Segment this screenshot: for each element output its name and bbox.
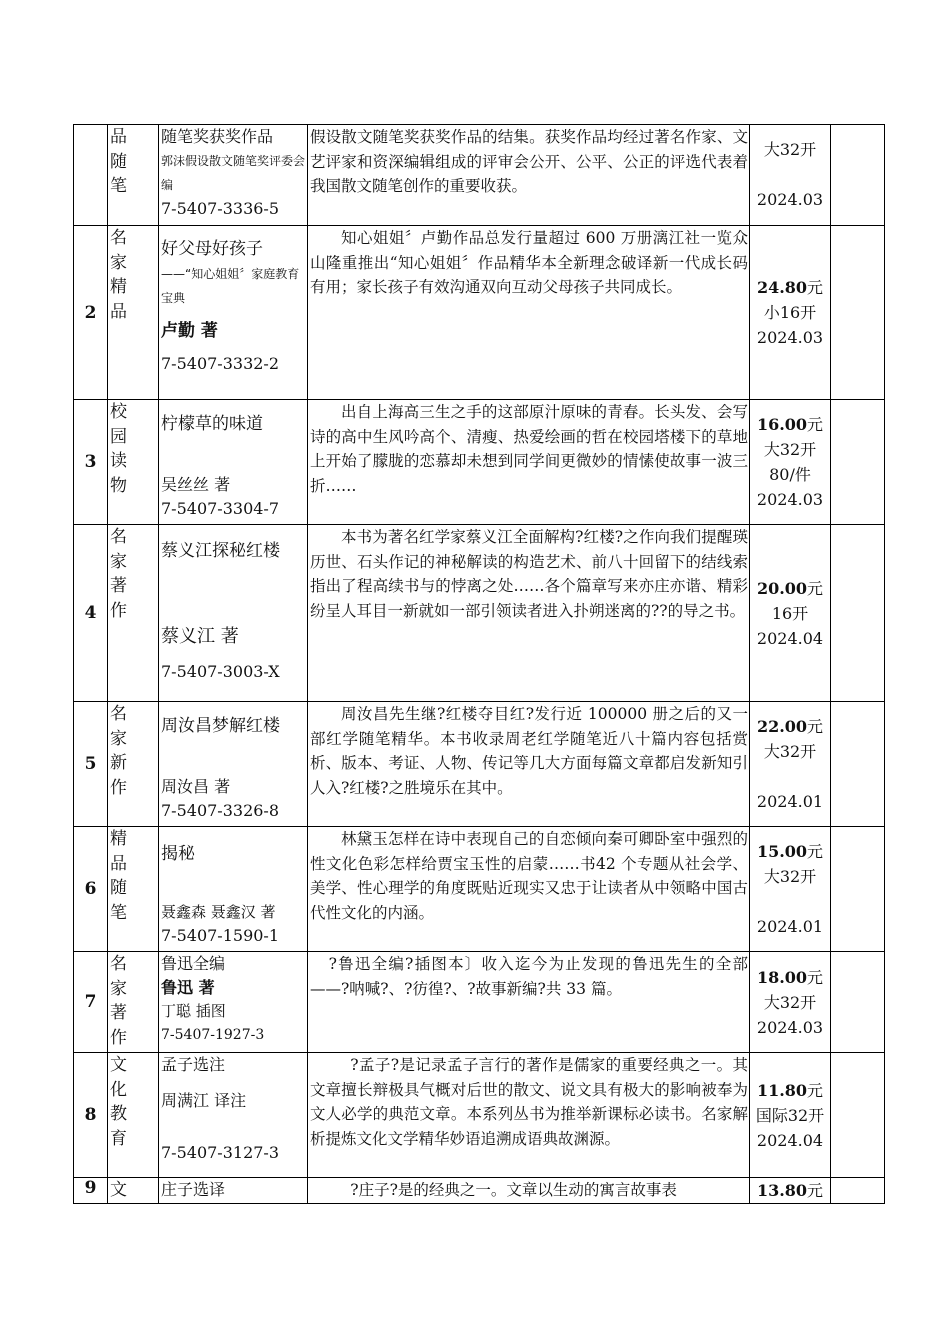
book-isbn: 7-5407-1927-3	[161, 1027, 265, 1043]
category-cell: 名 家 著 作	[108, 952, 159, 1053]
book-description: ?庄子?是的经典之一。文章以生动的寓言故事表	[308, 1178, 750, 1204]
book-isbn: 7-5407-3332-2	[161, 354, 280, 373]
remarks-cell	[831, 1053, 885, 1178]
remarks-cell	[831, 702, 885, 827]
book-author: 吴丝丝 著	[161, 475, 231, 494]
publish-date: 2024.01	[756, 792, 824, 811]
book-description: 本书为著名红学家蔡义江全面解构?红楼?之作向我们提醒瑛历世、石头作记的神秘解读的构造艺术、前八十回留下的结线索指出了程高续书与的悖离之处……各个篇章写来亦庄亦谐、精彩纷呈人耳目一新就如一部引领读者进入扑朔迷离的??的导之书。	[308, 525, 750, 702]
remarks-cell	[831, 1178, 885, 1204]
price-cell	[750, 525, 831, 702]
row-number: 7	[74, 952, 108, 1053]
table-row	[74, 702, 885, 827]
book-price: 11.80元	[756, 1080, 824, 1100]
book-format: 大32开	[763, 992, 817, 1012]
publish-date: 2024.01	[756, 917, 824, 936]
book-catalog-table	[73, 124, 885, 1204]
book-info-cell	[159, 1053, 308, 1178]
book-info-cell	[159, 400, 308, 525]
price-cell	[750, 226, 831, 400]
book-description: 出自上海高三生之手的这部原汁原味的青春。长头发、会写诗的高中生风吟高个、清瘦、热爱绘画的哲在校园塔楼下的草地上开始了朦胧的恋慕却未想到同学间更微妙的情愫使故事一波三折……	[308, 400, 750, 525]
package-count: 80/件	[769, 465, 811, 484]
book-info-cell	[159, 125, 308, 226]
remarks-cell	[831, 400, 885, 525]
book-format: 大32开	[763, 440, 817, 459]
book-author: 鲁迅 著	[161, 978, 215, 997]
book-description: 知心姐姐〞卢勤作品总发行量超过 600 万册漓江社一览众山隆重推出“知心姐姐〞作品精华本全新理念破译新一代成长码有用；家长孩子有效沟通双向互动父母孩子共同成长。	[308, 226, 750, 400]
book-price: 22.00元	[756, 717, 824, 736]
table-row	[74, 952, 885, 1053]
publish-date: 2024.03	[756, 190, 824, 209]
book-format: 大32开	[763, 140, 817, 159]
book-title: 周汝昌梦解红楼	[161, 716, 280, 736]
publish-date: 2024.03	[756, 490, 824, 509]
remarks-cell	[831, 226, 885, 400]
book-author: 卢勤 著	[161, 321, 218, 341]
book-price: 18.00元	[756, 967, 824, 987]
remarks-cell	[831, 125, 885, 226]
book-format: 大32开	[763, 867, 817, 886]
book-title: 孟子选注	[161, 1055, 226, 1074]
book-illustrator: 丁聪 插图	[161, 1002, 226, 1020]
book-price: 15.00元	[756, 842, 824, 861]
book-title: 揭秘	[161, 844, 195, 864]
book-format: 小16开	[763, 303, 817, 322]
row-number: 3	[74, 400, 108, 525]
book-author: 周满江 译注	[161, 1091, 247, 1110]
publish-date: 2024.04	[756, 1130, 824, 1150]
book-author: 聂鑫森 聂鑫汉 著	[161, 903, 276, 921]
book-price: 24.80元	[756, 278, 824, 297]
category-cell: 精 品 随 笔	[108, 827, 159, 952]
price-cell	[750, 125, 831, 226]
book-isbn: 7-5407-3003-X	[161, 662, 280, 681]
book-title: 好父母好孩子	[161, 239, 263, 259]
table-row	[74, 400, 885, 525]
table-row	[74, 1053, 885, 1178]
publish-date: 2024.04	[756, 628, 824, 648]
book-price: 20.00元	[756, 578, 824, 598]
book-format: 16开	[771, 603, 809, 623]
book-description: 周汝昌先生继?红楼夺目红?发行近 100000 册之后的又一部红学随笔精华。本书收录周老红学随笔近八十篇内容包括赏析、版本、考证、人物、传记等几大方面每篇文章都启发新知引人入?红楼?之胜境乐在其中。	[308, 702, 750, 827]
remarks-cell	[831, 525, 885, 702]
book-info-cell	[159, 226, 308, 400]
row-number: 5	[74, 702, 108, 827]
row-number: 9	[74, 1178, 108, 1204]
table-row	[74, 525, 885, 702]
table-row	[74, 125, 885, 226]
category-cell: 校 园 读 物	[108, 400, 159, 525]
remarks-cell	[831, 952, 885, 1053]
book-author: 蔡义江 著	[161, 626, 239, 647]
book-price: 13.80元	[756, 1181, 824, 1200]
book-description: 林黛玉怎样在诗中表现自己的自恋倾向秦可卿卧室中强烈的性文化色彩怎样给贾宝玉性的启蒙……书42 个专题从社会学、美学、性心理学的角度既贴近现实又忠于让读者从中领略中国古代性文化的内涵。	[308, 827, 750, 952]
book-description: ?鲁迅全编?插图本〕收入迄今为止发现的鲁迅先生的全部——?呐喊?、?彷徨?、?故事新编?共 33 篇。	[308, 952, 750, 1053]
category-cell: 名 家 精 品	[108, 226, 159, 400]
publish-date: 2024.03	[756, 1017, 824, 1037]
book-author: 周汝昌 著	[161, 777, 231, 796]
price-cell	[750, 400, 831, 525]
book-description: ?孟子?是记录孟子言行的著作是儒家的重要经典之一。其文章擅长辩极具气概对后世的散文、说文具有极大的影响被奉为文人必学的典范文章。本系列丛书为推举新课标必读书。名家解析提炼文化文学精华妙语追溯成语典故渊源。	[308, 1053, 750, 1178]
category-cell: 品 随 笔	[108, 125, 159, 226]
table-row	[74, 1178, 885, 1204]
table-row	[74, 226, 885, 400]
price-cell	[750, 702, 831, 827]
book-isbn: 7-5407-3336-5	[161, 199, 280, 218]
book-info-cell	[159, 827, 308, 952]
book-title: 蔡义江探秘红楼	[161, 541, 280, 561]
row-number: 6	[74, 827, 108, 952]
category-cell: 文	[108, 1178, 159, 1204]
book-isbn: 7-5407-3127-3	[161, 1143, 280, 1162]
book-title: 随笔奖获奖作品	[161, 127, 274, 146]
category-cell: 文 化 教 育	[108, 1053, 159, 1178]
book-subtitle: ——“知心姐姐〞家庭教育宝典	[161, 267, 300, 305]
price-cell	[750, 827, 831, 952]
row-number: 8	[74, 1053, 108, 1178]
book-price: 16.00元	[756, 415, 824, 434]
book-isbn: 7-5407-3326-8	[161, 801, 280, 820]
publish-date: 2024.03	[756, 328, 824, 347]
price-cell	[750, 952, 831, 1053]
book-info-cell	[159, 1178, 308, 1204]
category-cell: 名 家 著 作	[108, 525, 159, 702]
remarks-cell	[831, 827, 885, 952]
row-number: 4	[74, 525, 108, 702]
book-isbn: 7-5407-3304-7	[161, 499, 280, 518]
book-info-cell	[159, 525, 308, 702]
row-number: 2	[74, 226, 108, 400]
book-info-cell	[159, 952, 308, 1053]
table-row	[74, 827, 885, 952]
price-cell	[750, 1053, 831, 1178]
book-title: 庄子选译	[161, 1180, 226, 1199]
book-format: 国际32开	[755, 1105, 825, 1125]
book-description: 假设散文随笔奖获奖作品的结集。获奖作品均经过著名作家、文艺评家和资深编辑组成的评审会公开、公平、公正的评选代表着我国散文随笔创作的重要收获。	[308, 125, 750, 226]
book-isbn: 7-5407-1590-1	[161, 926, 280, 945]
category-cell: 名 家 新 作	[108, 702, 159, 827]
book-editor: 郭沫假设散文随笔奖评委会 编	[161, 154, 306, 192]
book-title: 鲁迅全编	[161, 954, 226, 973]
price-cell	[750, 1178, 831, 1204]
book-title: 柠檬草的味道	[161, 414, 263, 434]
book-format: 大32开	[763, 742, 817, 761]
book-info-cell	[159, 702, 308, 827]
row-number	[74, 125, 108, 226]
